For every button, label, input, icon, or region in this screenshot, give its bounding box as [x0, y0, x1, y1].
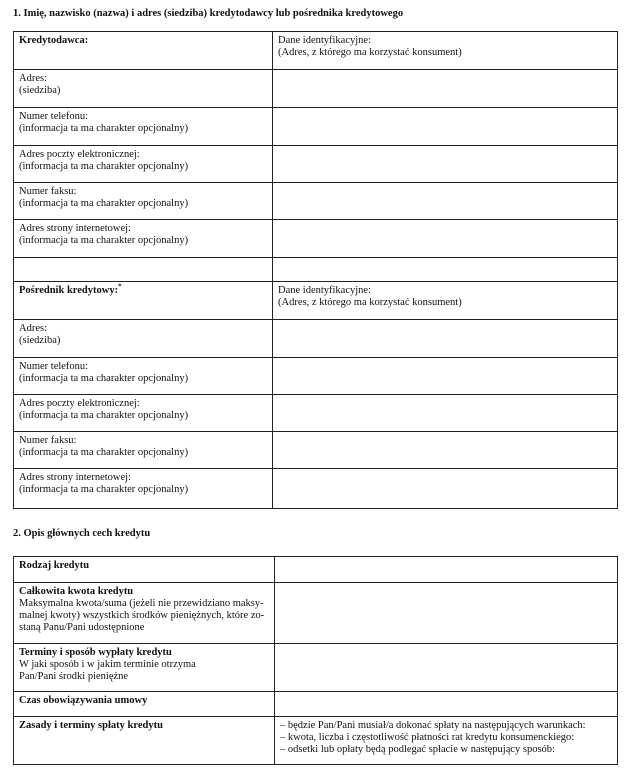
intermediary-row-website — [14, 469, 618, 509]
lender-phone-label: Numer telefonu: — [19, 111, 89, 122]
intermediary-label-cell — [14, 320, 273, 358]
lender-email-label: Adres poczty elektronicznej: — [19, 149, 140, 160]
lender-label-cell — [14, 220, 273, 258]
repayment-item: – kwota, liczba i częstotliwość płatności rat kredytu konsumenckiego: — [280, 732, 575, 743]
lender-website-note: (informacja ta ma charakter opcjonalny) — [19, 235, 189, 246]
lender-id-note: (Adres, z którego ma korzystać konsument) — [278, 47, 462, 58]
feature-label-cell — [14, 583, 275, 644]
lender-label-cell — [14, 108, 273, 146]
feature-label-cell — [14, 717, 275, 765]
duration-field[interactable] — [275, 692, 618, 717]
credit-type-label: Rodzaj kredytu — [19, 560, 90, 571]
spacer-row — [14, 258, 618, 282]
lender-row-fax — [14, 183, 618, 220]
intermediary-website-note: (informacja ta ma charakter opcjonalny) — [19, 484, 189, 495]
feature-row-credit-type — [14, 557, 618, 583]
total-amount-field[interactable] — [275, 583, 618, 644]
section2-title: 2. Opis głównych cech kredytu — [13, 528, 151, 539]
intermediary-phone-field[interactable] — [273, 358, 618, 395]
lender-address-field[interactable] — [273, 70, 618, 108]
total-amount-desc-line: malnej kwoty) wszystkich środków pieniężnych, które zo- — [19, 610, 265, 621]
lender-header-label: Kredytodawca: — [19, 35, 89, 46]
intermediary-fax-note: (informacja ta ma charakter opcjonalny) — [19, 447, 189, 458]
repayment-label: Zasady i terminy spłaty kredytu — [19, 720, 163, 731]
disbursement-desc-line: Pan/Pani środki pieniężne — [19, 671, 129, 682]
lender-phone-note: (informacja ta ma charakter opcjonalny) — [19, 123, 189, 134]
intermediary-phone-note: (informacja ta ma charakter opcjonalny) — [19, 373, 189, 384]
total-amount-desc-line: staną Panu/Pani udostępnione — [19, 622, 145, 633]
lender-fax-field[interactable] — [273, 183, 618, 220]
feature-label-cell — [14, 692, 275, 717]
feature-label-cell — [14, 557, 275, 583]
intermediary-header-cell — [14, 282, 273, 320]
intermediary-row-phone — [14, 358, 618, 395]
intermediary-email-note: (informacja ta ma charakter opcjonalny) — [19, 410, 189, 421]
intermediary-website-label: Adres strony internetowej: — [19, 472, 131, 483]
lender-header-cell — [14, 32, 273, 70]
credit-type-field[interactable] — [275, 557, 618, 583]
intermediary-header — [19, 282, 268, 297]
lender-email-note: (informacja ta ma charakter opcjonalny) — [19, 161, 189, 172]
intermediary-phone-label: Numer telefonu: — [19, 361, 89, 372]
intermediary-label-cell — [14, 358, 273, 395]
lender-row-website — [14, 220, 618, 258]
intermediary-row-fax — [14, 432, 618, 469]
intermediary-label-cell — [14, 469, 273, 509]
lender-website-label: Adres strony internetowej: — [19, 223, 131, 234]
repayment-field[interactable] — [275, 717, 618, 765]
total-amount-label: Całkowita kwota kredytu — [19, 586, 134, 597]
feature-row-duration — [14, 692, 618, 717]
lender-id-cell[interactable] — [273, 32, 618, 70]
disbursement-label: Terminy i sposób wypłaty kredytu — [19, 647, 172, 658]
lender-label-cell — [14, 70, 273, 108]
feature-label-cell — [14, 644, 275, 692]
feature-row-disbursement — [14, 644, 618, 692]
intermediary-fax-label: Numer faksu: — [19, 435, 77, 446]
intermediary-address-note: (siedziba) — [19, 335, 61, 346]
repayment-item: – będzie Pan/Pani musiał/a dokonać spłaty na następujących warunkach: — [280, 720, 586, 731]
lender-fax-label: Numer faksu: — [19, 186, 77, 197]
spacer-cell — [273, 258, 618, 282]
section1-title: 1. Imię, nazwisko (nazwa) i adres (siedziba) kredytodawcy lub pośrednika kredytowego — [13, 8, 404, 19]
feature-row-repayment — [14, 717, 618, 765]
lender-details-table — [13, 31, 618, 509]
lender-row-email — [14, 146, 618, 183]
lender-address-note: (siedziba) — [19, 85, 61, 96]
lender-phone-field[interactable] — [273, 108, 618, 146]
intermediary-email-field[interactable] — [273, 395, 618, 432]
spacer-cell — [14, 258, 273, 282]
lender-website-field[interactable] — [273, 220, 618, 258]
intermediary-website-field[interactable] — [273, 469, 618, 509]
intermediary-row-email — [14, 395, 618, 432]
intermediary-address-label: Adres: — [19, 323, 47, 334]
duration-label: Czas obowiązywania umowy — [19, 695, 148, 706]
intermediary-id-title: Dane identyfikacyjne: — [278, 285, 372, 296]
intermediary-row-address — [14, 320, 618, 358]
lender-row-phone — [14, 108, 618, 146]
lender-address-label: Adres: — [19, 73, 47, 84]
repayment-item: – odsetki lub opłaty będą podlegać spłacie w następujący sposób: — [280, 744, 555, 755]
lender-row-address — [14, 70, 618, 108]
intermediary-header-row — [14, 282, 618, 320]
footnote-asterisk: * — [118, 282, 122, 291]
lender-label-cell — [14, 183, 273, 220]
disbursement-desc-line: W jaki sposób i w jakim terminie otrzyma — [19, 659, 196, 670]
lender-email-field[interactable] — [273, 146, 618, 183]
lender-id-title: Dane identyfikacyjne: — [278, 35, 372, 46]
feature-row-total-amount — [14, 583, 618, 644]
lender-fax-note: (informacja ta ma charakter opcjonalny) — [19, 198, 189, 209]
intermediary-fax-field[interactable] — [273, 432, 618, 469]
intermediary-header-label: Pośrednik kredytowy: — [19, 285, 119, 296]
intermediary-address-field[interactable] — [273, 320, 618, 358]
intermediary-label-cell — [14, 432, 273, 469]
intermediary-email-label: Adres poczty elektronicznej: — [19, 398, 140, 409]
intermediary-id-cell[interactable] — [273, 282, 618, 320]
intermediary-id-note: (Adres, z którego ma korzystać konsument) — [278, 297, 462, 308]
total-amount-desc-line: Maksymalna kwota/suma (jeżeli nie przewidziano maksy- — [19, 598, 264, 609]
lender-header-row — [14, 32, 618, 70]
disbursement-field[interactable] — [275, 644, 618, 692]
lender-label-cell — [14, 146, 273, 183]
intermediary-label-cell — [14, 395, 273, 432]
credit-features-table — [13, 556, 618, 765]
